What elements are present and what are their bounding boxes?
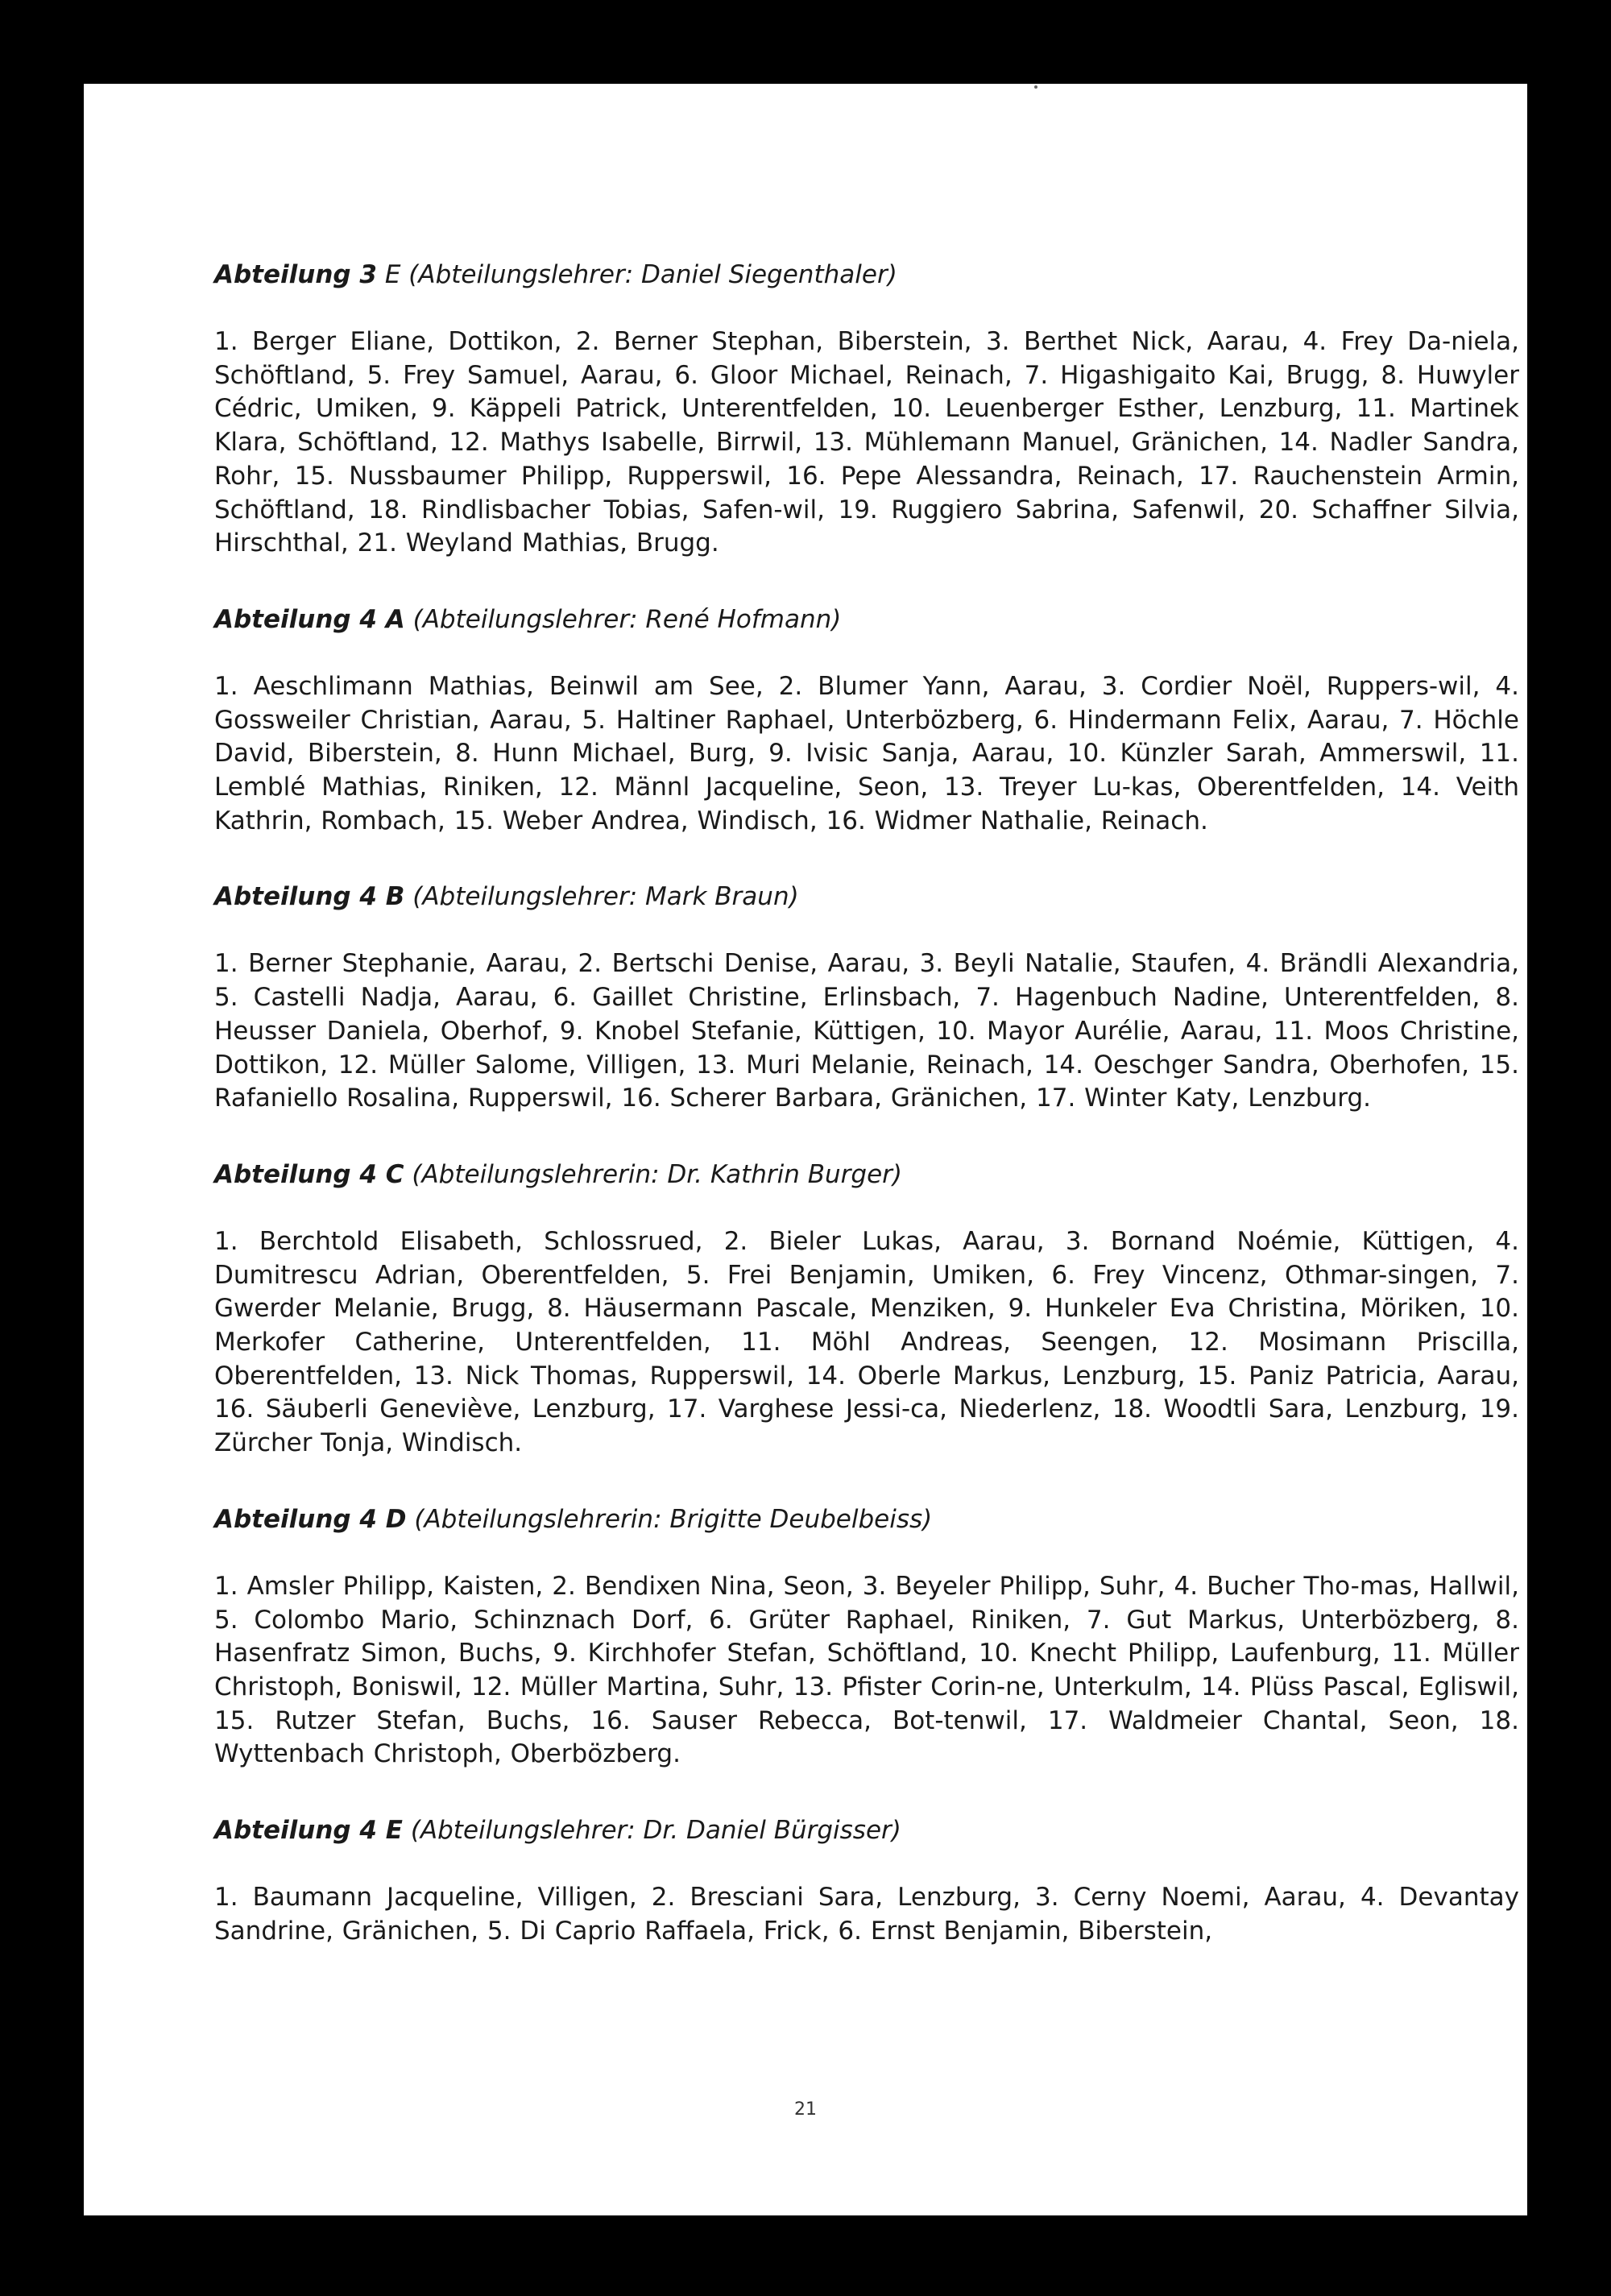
section-abteilung-4-d: [214, 1502, 1519, 1772]
department-label: Abteilung 4 C: [214, 1159, 404, 1189]
section-abteilung-4-b: [214, 880, 1519, 1116]
student-list: 1. Berner Stephanie, Aarau, 2. Bertschi Denise, Aarau, 3. Beyli Natalie, Staufen, 4. Brändli Alexandria, 5. Castelli Nadja, Aarau, 6. Gaillet Christine, Erlinsbach, 7. Hagenbuch Nadine, Unterentfelden, 8. Heusser Daniela, Oberhof, 9. Knobel Stefanie, Küttigen, 10. Mayor Aurélie, Aarau, 11. Moos Christine, Dottikon, 12. Müller Salome, Villigen, 13. Muri Melanie, Reinach, 14. Oeschger Sandra, Oberhofen, 15. Rafaniello Rosalina, Rupperswil, 16. Scherer Barbara, Gränichen, 17. Winter Katy, Lenzburg.: [214, 949, 1519, 1113]
department-label: Abteilung 4 B: [214, 882, 405, 912]
teacher-label: (Abteilungslehrer: Dr. Daniel Bürgisser): [410, 1816, 901, 1846]
student-list: 1. Aeschlimann Mathias, Beinwil am See, 2. Blumer Yann, Aarau, 3. Cordier Noël, Ruppers-wil, 4. Gossweiler Christian, Aarau, 5. Haltiner Raphael, Unterbözberg, 6. Hindermann Felix, Aarau, 7. Höchle David, Biberstein, 8. Hunn Michael, Burg, 9. Ivisic Sanja, Aarau, 10. Künzler Sarah, Ammerswil, 11. Lemblé Mathias, Riniken, 12. Männl Jacqueline, Seon, 13. Treyer Lu-kas, Oberentfelden, 14. Veith Kathrin, Rombach, 15. Weber Andrea, Windisch, 16. Widmer Nathalie, Reinach.: [214, 671, 1519, 835]
section-heading: [214, 603, 1519, 636]
section-heading: [214, 1502, 1519, 1536]
page-content: [214, 258, 1519, 1991]
student-list: 1. Berchtold Elisabeth, Schlossrued, 2. Bieler Lukas, Aarau, 3. Bornand Noémie, Küttigen, 4. Dumitrescu Adrian, Oberentfelden, 5. Frei Benjamin, Umiken, 6. Frey Vincenz, Othmar-singen, 7. Gwerder Melanie, Brugg, 8. Häusermann Pascale, Menziken, 9. Hunkeler Eva Christina, Möriken, 10. Merkofer Catherine, Unterentfelden, 11. Möhl Andreas, Seengen, 12. Mosimann Priscilla, Oberentfelden, 13. Nick Thomas, Rupperswil, 14. Oberle Markus, Lenzburg, 15. Paniz Patricia, Aarau, 16. Säuberli Geneviève, Lenzburg, 17. Varghese Jessi-ca, Niederlenz, 18. Woodtli Sara, Lenzburg, 19. Zürcher Tonja, Windisch.: [214, 1226, 1519, 1458]
department-label: Abteilung 4 E: [214, 1816, 403, 1846]
teacher-label: (Abteilungslehrer: Mark Braun): [412, 882, 799, 912]
teacher-label: (Abteilungslehrerin: Dr. Kathrin Burger): [412, 1159, 902, 1189]
section-heading: [214, 880, 1519, 914]
department-label: Abteilung 4 D: [214, 1504, 407, 1534]
section-abteilung-4-e: [214, 1813, 1519, 1948]
department-label: Abteilung 4 A: [214, 604, 405, 634]
teacher-label: (Abteilungslehrerin: Brigitte Deubelbeiss): [414, 1504, 933, 1534]
teacher-label: E (Abteilungslehrer: Daniel Siegenthaler): [384, 260, 897, 289]
page-number: 21: [794, 2099, 817, 2120]
section-abteilung-3-e: [214, 258, 1519, 561]
section-abteilung-4-c: [214, 1158, 1519, 1461]
document-page: [84, 84, 1527, 2215]
section-abteilung-4-a: [214, 603, 1519, 839]
department-label: Abteilung 3: [214, 260, 377, 289]
section-heading: [214, 1813, 1519, 1847]
scan-speck: [1034, 85, 1037, 89]
student-list: 1. Amsler Philipp, Kaisten, 2. Bendixen Nina, Seon, 3. Beyeler Philipp, Suhr, 4. Bucher Tho-mas, Hallwil, 5. Colombo Mario, Schinznach Dorf, 6. Grüter Raphael, Riniken, 7. Gut Markus, Unterbözberg, 8. Hasenfratz Simon, Buchs, 9. Kirchhofer Stefan, Schöftland, 10. Knecht Philipp, Laufenburg, 11. Müller Christoph, Boniswil, 12. Müller Martina, Suhr, 13. Pfister Corin-ne, Unterkulm, 14. Plüss Pascal, Egliswil, 15. Rutzer Stefan, Buchs, 16. Sauser Rebecca, Bot-tenwil, 17. Waldmeier Chantal, Seon, 18. Wyttenbach Christoph, Oberbözberg.: [214, 1571, 1519, 1769]
section-heading: [214, 1158, 1519, 1192]
teacher-label: (Abteilungslehrer: René Hofmann): [412, 604, 842, 634]
section-heading: [214, 258, 1519, 292]
student-list: 1. Baumann Jacqueline, Villigen, 2. Bresciani Sara, Lenzburg, 3. Cerny Noemi, Aarau, 4. Devantay Sandrine, Gränichen, 5. Di Caprio Raffaela, Frick, 6. Ernst Benjamin, Biberstein,: [214, 1883, 1519, 1946]
student-list: 1. Berger Eliane, Dottikon, 2. Berner Stephan, Biberstein, 3. Berthet Nick, Aarau, 4. Frey Da-niela, Schöftland, 5. Frey Samuel, Aarau, 6. Gloor Michael, Reinach, 7. Higashigaito Kai, Brugg, 8. Huwyler Cédric, Umiken, 9. Käppeli Patrick, Unterentfelden, 10. Leuenberger Esther, Lenzburg, 11. Martinek Klara, Schöftland, 12. Mathys Isabelle, Birrwil, 13. Mühlemann Manuel, Gränichen, 14. Nadler Sandra, Rohr, 15. Nussbaumer Philipp, Rupperswil, 16. Pepe Alessandra, Reinach, 17. Rauchenstein Armin, Schöftland, 18. Rindlisbacher Tobias, Safen-wil, 19. Ruggiero Sabrina, Safenwil, 20. Schaffner Silvia, Hirschthal, 21. Weyland Mathias, Brugg.: [214, 327, 1519, 558]
